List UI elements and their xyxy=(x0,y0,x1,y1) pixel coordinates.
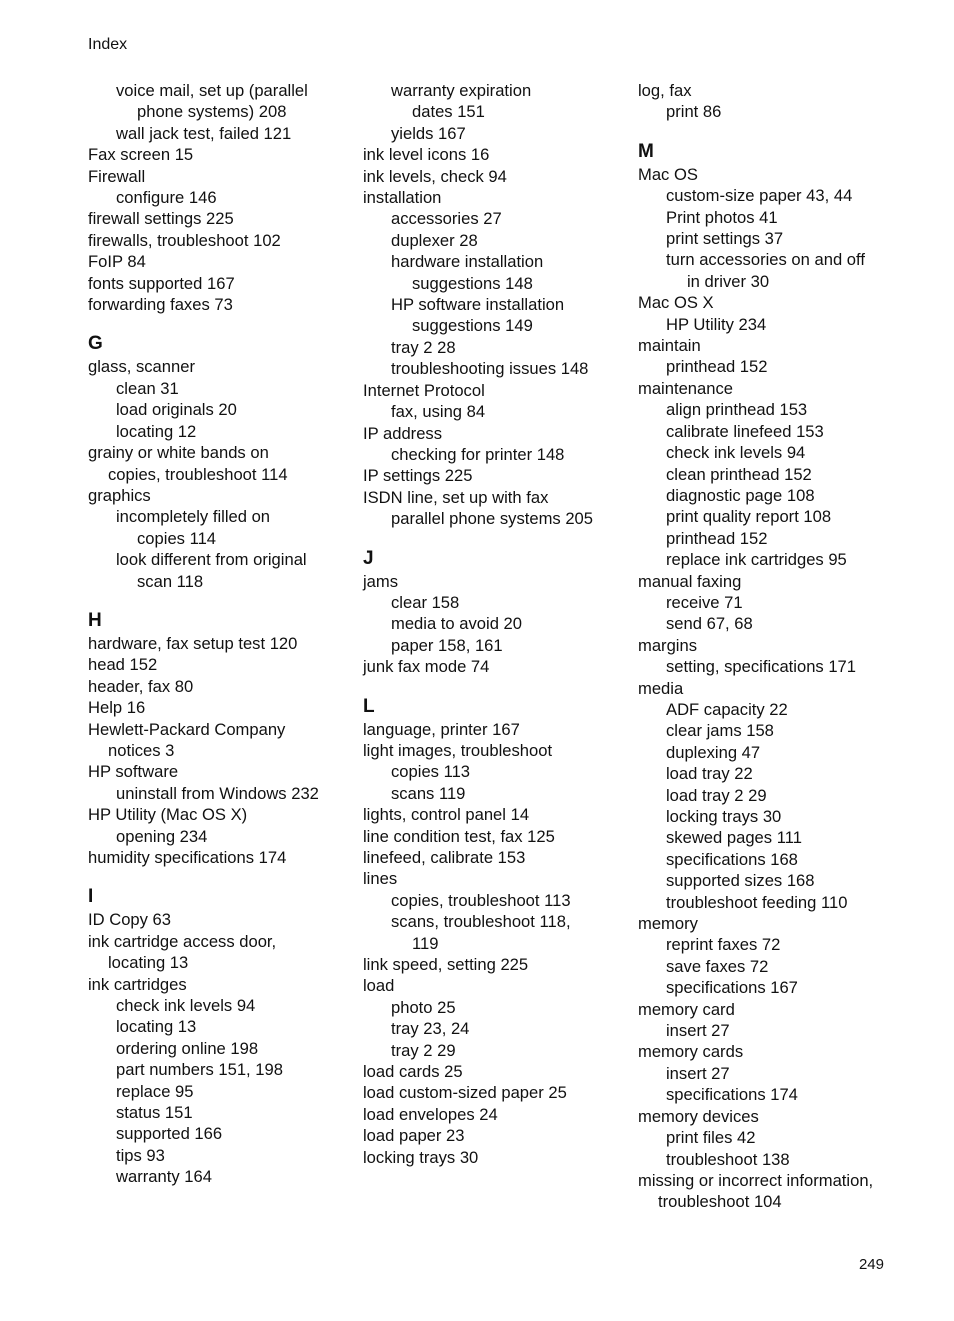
index-entry: graphics xyxy=(88,485,151,505)
index-subentry: ADF capacity 22 xyxy=(666,699,788,719)
index-letter-heading: I xyxy=(88,886,94,908)
index-subentry: skewed pages 111 xyxy=(666,828,802,848)
index-subentry: warranty expiration xyxy=(391,81,532,100)
index-subentry: tray 2 28 xyxy=(391,337,456,357)
index-entry: humidity specifications 174 xyxy=(88,848,287,867)
index-entry: margins xyxy=(638,635,698,655)
index-subentry: load tray 2 29 xyxy=(666,785,767,805)
index-entry: lights, control panel 14 xyxy=(363,805,530,825)
index-entry: memory devices xyxy=(638,1106,759,1126)
index-subentry: configure 146 xyxy=(116,188,217,208)
index-subentry: replace 95 xyxy=(116,1081,194,1101)
index-entry: glass, scanner xyxy=(88,357,195,377)
index-subentry: yields 167 xyxy=(391,123,466,143)
index-subentry: troubleshooting issues 148 xyxy=(391,359,589,379)
index-subentry: scan 118 xyxy=(137,571,204,591)
index-subentry: printhead 152 xyxy=(666,357,768,377)
index-subentry: insert 27 xyxy=(666,1063,730,1083)
index-entry: Mac OS xyxy=(638,164,698,184)
index-subentry: replace ink cartridges 95 xyxy=(666,550,847,570)
index-subentry: look different from original xyxy=(116,550,307,570)
index-subentry: Print photos 41 xyxy=(666,207,778,227)
index-subentry: print settings 37 xyxy=(666,229,784,249)
index-column-3 xyxy=(638,80,900,1213)
index-entry: media xyxy=(638,678,684,698)
index-subentry: setting, specifications 171 xyxy=(666,657,857,677)
index-subentry: in driver 30 xyxy=(687,271,770,291)
index-entry: language, printer 167 xyxy=(363,719,520,739)
index-subentry: copies, troubleshoot 114 xyxy=(108,464,288,484)
index-subentry: scans, troubleshoot 118, xyxy=(391,912,571,932)
index-subentry: calibrate linefeed 153 xyxy=(666,421,824,441)
index-entry: light images, troubleshoot xyxy=(363,740,553,760)
index-entry: Firewall xyxy=(88,166,146,186)
index-subentry: copies 113 xyxy=(391,762,471,782)
index-subentry: accessories 27 xyxy=(391,209,502,229)
index-entry: memory cards xyxy=(638,1042,744,1062)
index-subentry: scans 119 xyxy=(391,783,466,803)
index-letter-heading: M xyxy=(638,140,654,162)
index-subentry: phone systems) 208 xyxy=(137,102,287,122)
index-subentry: dates 151 xyxy=(412,102,485,122)
index-letter-heading: G xyxy=(88,333,103,355)
index-subentry: HP software installation xyxy=(391,295,565,315)
index-entry: header, fax 80 xyxy=(88,676,194,696)
index-subentry: supported 166 xyxy=(116,1124,223,1144)
index-subentry: insert 27 xyxy=(666,1021,730,1041)
index-entry: ink cartridges xyxy=(88,974,187,994)
index-subentry: print quality report 108 xyxy=(666,507,832,527)
index-subentry: load originals 20 xyxy=(116,400,237,420)
index-subentry: specifications 174 xyxy=(666,1085,798,1105)
index-subentry: wall jack test, failed 121 xyxy=(116,123,292,143)
index-entry: Help 16 xyxy=(88,698,146,718)
index-subentry: diagnostic page 108 xyxy=(666,485,815,505)
index-subentry: print files 42 xyxy=(666,1128,756,1148)
index-subentry: reprint faxes 72 xyxy=(666,935,781,955)
index-entry: ink cartridge access door, xyxy=(88,931,277,951)
index-subentry: part numbers 151, 198 xyxy=(116,1060,283,1080)
index-subentry: clean 31 xyxy=(116,378,179,398)
index-subentry: load tray 22 xyxy=(666,764,753,784)
index-letter-heading: H xyxy=(88,609,102,631)
index-subentry: paper 158, 161 xyxy=(391,635,503,655)
index-subentry: checking for printer 148 xyxy=(391,444,565,464)
index-entry: load paper 23 xyxy=(363,1126,465,1146)
index-entry: IP settings 225 xyxy=(363,466,473,486)
index-subentry: voice mail, set up (parallel xyxy=(116,81,308,100)
index-entry: load cards 25 xyxy=(363,1062,463,1082)
index-subentry: tray 2 29 xyxy=(391,1040,456,1060)
index-entry: ink level icons 16 xyxy=(363,145,490,165)
index-letter-heading: J xyxy=(363,547,374,569)
index-entry: ID Copy 63 xyxy=(88,910,172,930)
index-subentry: turn accessories on and off xyxy=(666,250,865,270)
index-subentry: custom-size paper 43, 44 xyxy=(666,186,853,206)
index-subentry: duplexer 28 xyxy=(391,230,478,250)
index-subentry: check ink levels 94 xyxy=(666,443,806,463)
index-entry: Hewlett-Packard Company xyxy=(88,719,286,739)
index-subentry: 119 xyxy=(412,933,439,953)
index-subentry: check ink levels 94 xyxy=(116,996,256,1016)
index-subentry: photo 25 xyxy=(391,997,456,1017)
index-subentry: specifications 168 xyxy=(666,849,798,869)
index-entry: missing or incorrect information, xyxy=(638,1170,874,1190)
index-subentry: locking trays 30 xyxy=(666,807,782,826)
index-subentry: printhead 152 xyxy=(666,528,768,548)
index-subentry: receive 71 xyxy=(666,592,743,612)
index-subentry: hardware installation xyxy=(391,252,544,272)
index-entry: jams xyxy=(363,571,399,591)
index-subentry: clear 158 xyxy=(391,592,460,612)
index-subentry: copies, troubleshoot 113 xyxy=(391,890,571,910)
index-subentry: troubleshoot 104 xyxy=(658,1192,782,1212)
index-entry: IP address xyxy=(363,423,443,443)
index-subentry: HP Utility 234 xyxy=(666,314,767,334)
index-entry: FoIP 84 xyxy=(88,252,146,272)
index-entry: maintain xyxy=(638,336,701,356)
index-entry: memory card xyxy=(638,999,735,1019)
index-entry: firewalls, troubleshoot 102 xyxy=(88,230,281,250)
index-entry: load xyxy=(363,976,395,996)
index-subentry: media to avoid 20 xyxy=(391,614,522,634)
index-column-1 xyxy=(88,80,343,1188)
index-subentry: supported sizes 168 xyxy=(666,871,815,891)
index-entry: Fax screen 15 xyxy=(88,145,194,165)
index-entry: installation xyxy=(363,188,442,208)
index-entry: ISDN line, set up with fax xyxy=(363,487,549,507)
index-subentry: suggestions 148 xyxy=(412,273,533,293)
index-entry: locking trays 30 xyxy=(363,1147,479,1167)
index-subentry: print 86 xyxy=(666,102,722,122)
index-subentry: status 151 xyxy=(116,1103,193,1123)
index-entry: fonts supported 167 xyxy=(88,273,235,293)
index-subentry: troubleshoot 138 xyxy=(666,1149,790,1169)
index-subentry: locating 13 xyxy=(116,1017,197,1037)
index-subentry: locating 12 xyxy=(116,421,197,441)
index-entry: log, fax xyxy=(638,81,692,100)
index-entry: load custom-sized paper 25 xyxy=(363,1083,567,1103)
index-subentry: clear jams 158 xyxy=(666,721,774,741)
index-subentry: opening 234 xyxy=(116,826,208,846)
index-subentry: suggestions 149 xyxy=(412,316,533,336)
index-entry: ink levels, check 94 xyxy=(363,166,507,186)
index-subentry: parallel phone systems 205 xyxy=(391,509,594,529)
index-subentry: locating 13 xyxy=(108,953,189,973)
index-subentry: copies 114 xyxy=(137,528,217,548)
running-header: Index xyxy=(88,36,128,53)
index-subentry: warranty 164 xyxy=(116,1167,212,1187)
index-subentry: notices 3 xyxy=(108,740,175,760)
index-entry: HP software xyxy=(88,762,179,782)
index-column-2 xyxy=(363,80,618,1168)
index-entry: junk fax mode 74 xyxy=(363,657,490,677)
index-entry: linefeed, calibrate 153 xyxy=(363,848,526,867)
index-subentry: specifications 167 xyxy=(666,978,798,998)
index-subentry: ordering online 198 xyxy=(116,1038,259,1058)
index-subentry: fax, using 84 xyxy=(391,402,486,422)
index-letter-heading: L xyxy=(363,695,375,717)
index-subentry: tips 93 xyxy=(116,1145,165,1165)
index-entry: grainy or white bands on xyxy=(88,443,269,463)
index-entry: firewall settings 225 xyxy=(88,209,234,229)
index-subentry: send 67, 68 xyxy=(666,614,753,634)
index-subentry: clean printhead 152 xyxy=(666,464,812,484)
index-subentry: uninstall from Windows 232 xyxy=(116,783,319,803)
index-entry: memory xyxy=(638,914,698,934)
index-entry: manual faxing xyxy=(638,571,742,591)
index-entry: Mac OS X xyxy=(638,293,714,313)
index-entry: forwarding faxes 73 xyxy=(88,295,233,315)
index-subentry: duplexing 47 xyxy=(666,742,761,762)
page-number: 249 xyxy=(858,1256,884,1273)
index-entry: load envelopes 24 xyxy=(363,1104,498,1124)
index-entry: line condition test, fax 125 xyxy=(363,826,555,846)
index-entry: link speed, setting 225 xyxy=(363,955,529,975)
index-subentry: troubleshoot feeding 110 xyxy=(666,892,848,912)
index-subentry: tray 23, 24 xyxy=(391,1019,470,1039)
index-subentry: save faxes 72 xyxy=(666,956,769,976)
index-entry: head 152 xyxy=(88,655,158,675)
index-entry: hardware, fax setup test 120 xyxy=(88,633,298,653)
index-subentry: align printhead 153 xyxy=(666,400,808,420)
index-entry: Internet Protocol xyxy=(363,380,485,400)
index-entry: lines xyxy=(363,869,398,889)
index-entry: HP Utility (Mac OS X) xyxy=(88,805,248,825)
index-subentry: incompletely filled on xyxy=(116,507,271,527)
index-entry: maintenance xyxy=(638,378,734,398)
